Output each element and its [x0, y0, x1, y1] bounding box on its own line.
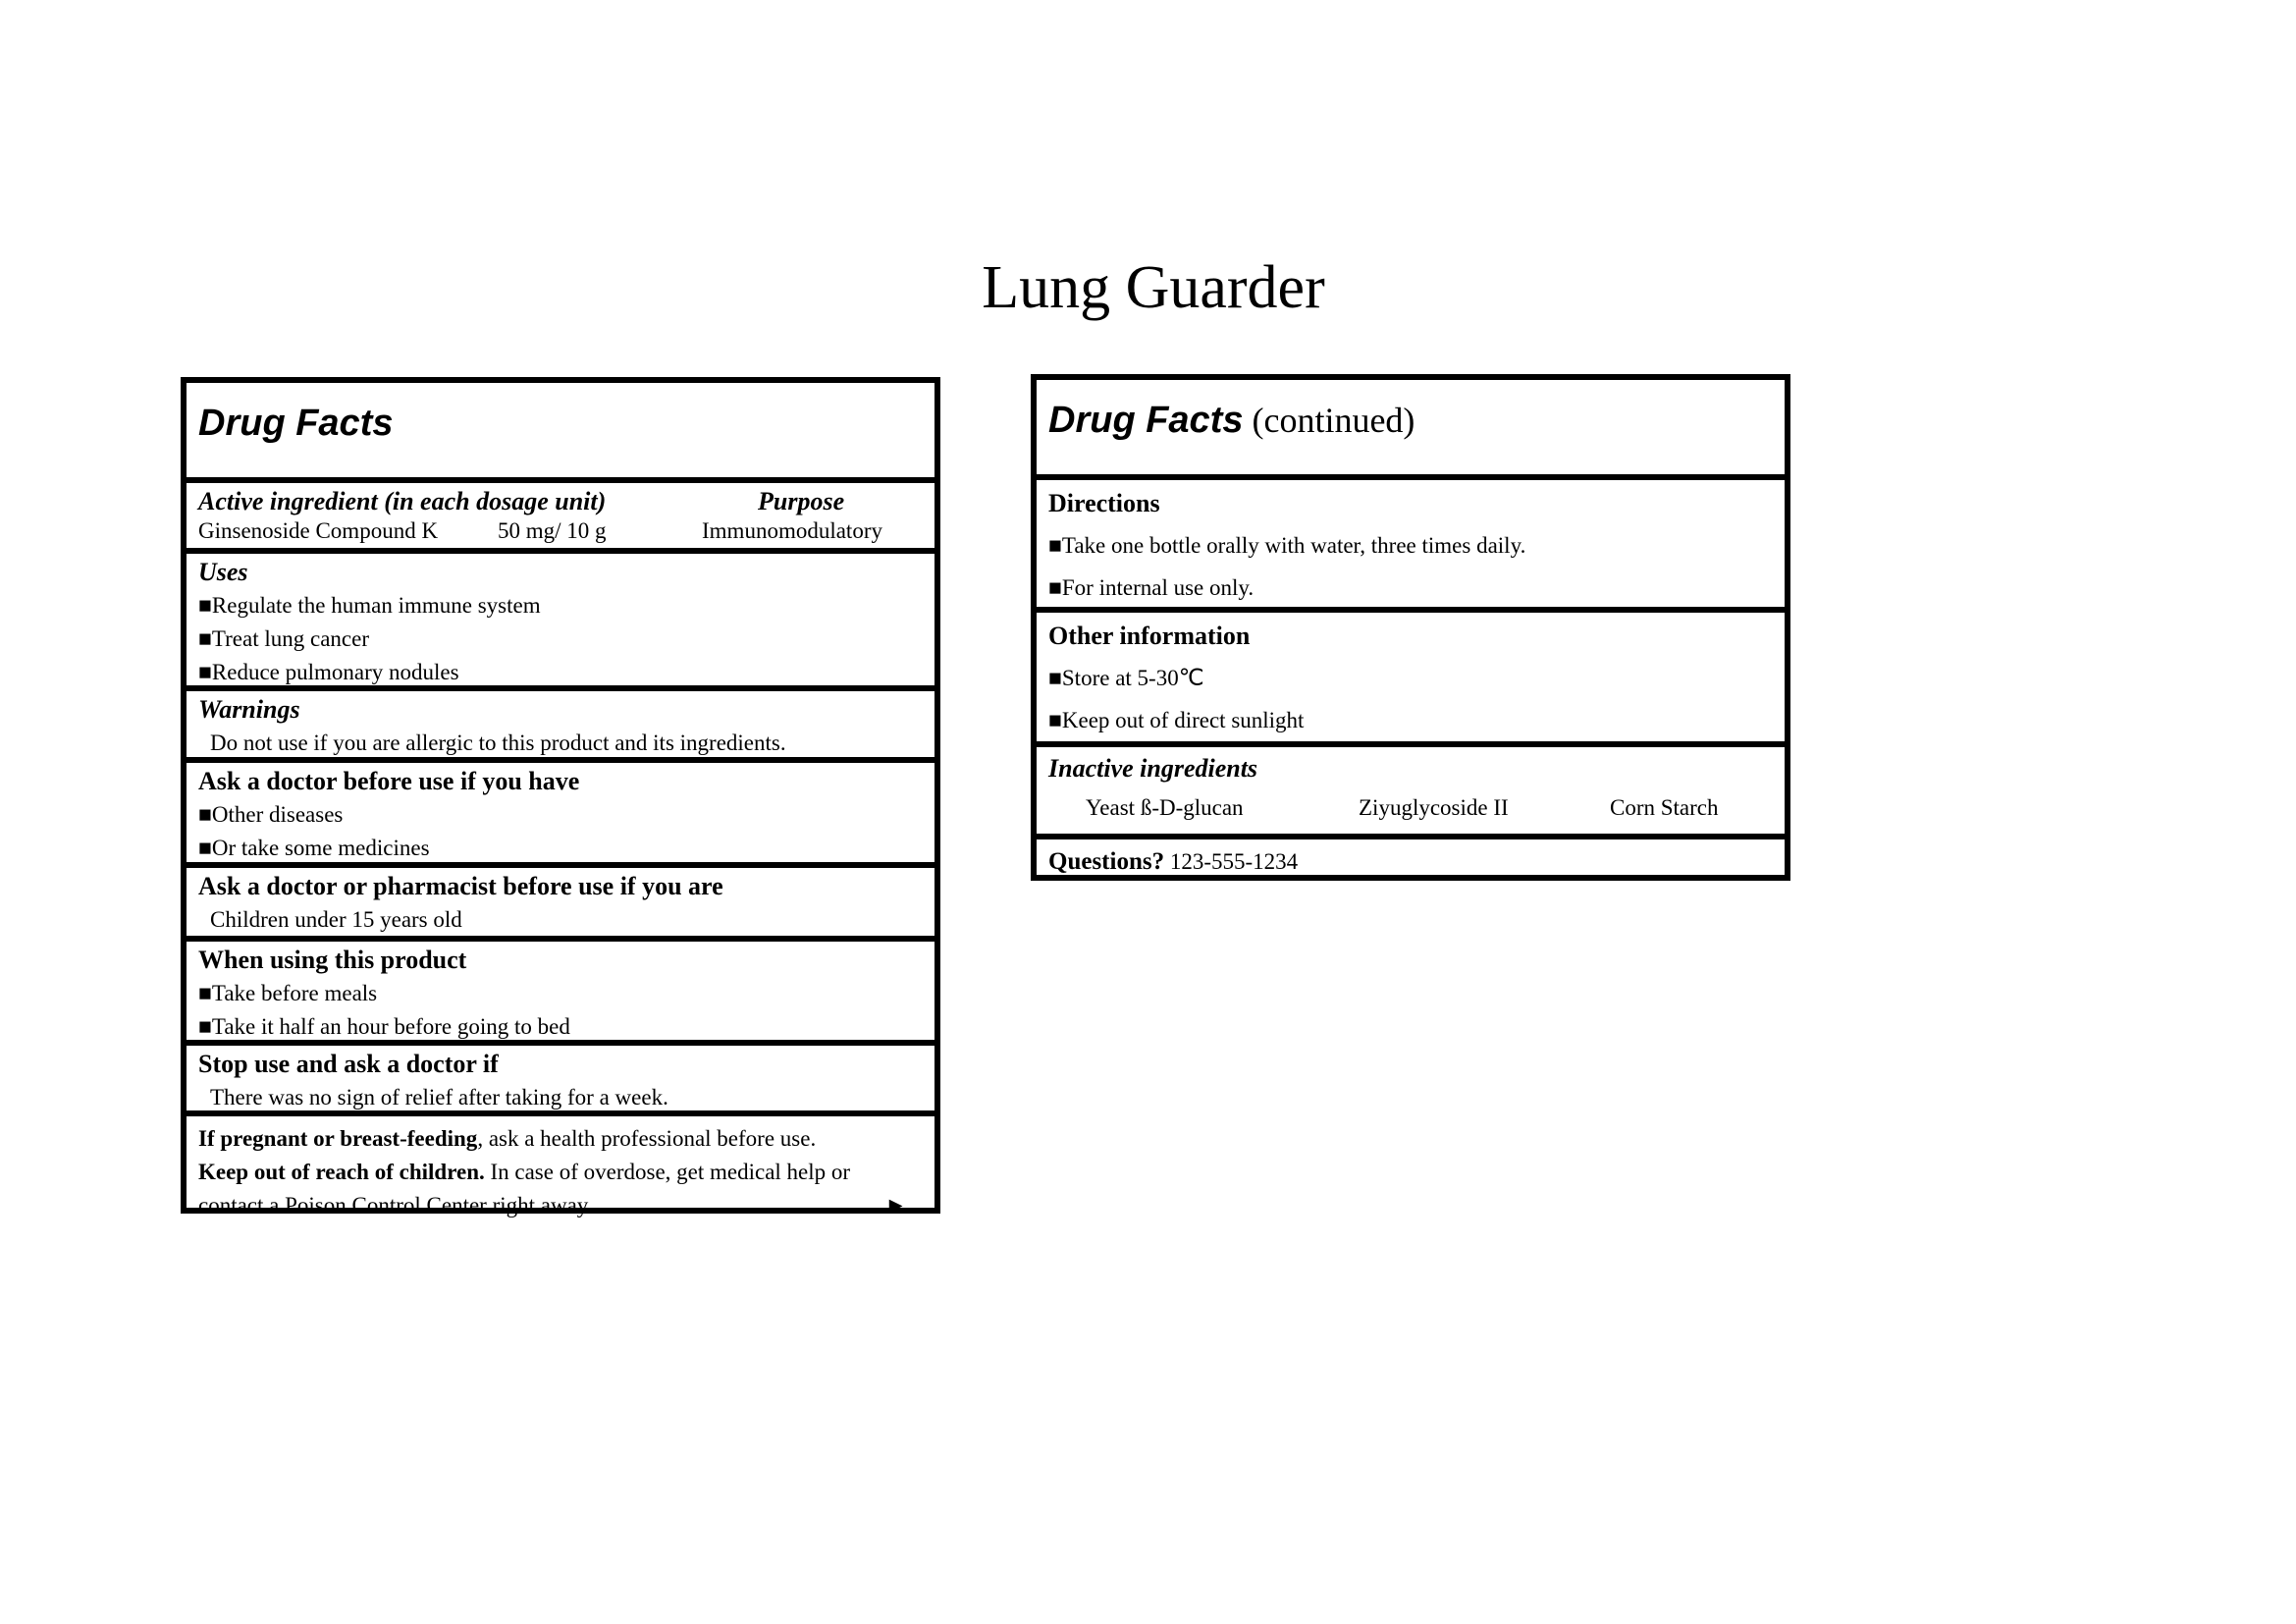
uses-heading: Uses: [198, 558, 248, 586]
list-item: ■Regulate the human immune system: [198, 593, 541, 618]
warnings-section: [187, 685, 934, 757]
ask-doctor-section: [187, 757, 934, 862]
other-information-section: [1037, 607, 1785, 741]
ingredient-purpose: Immunomodulatory: [702, 518, 882, 543]
ask-pharmacist-text: Children under 15 years old: [210, 907, 462, 932]
list-item: ■Or take some medicines: [198, 836, 430, 860]
continued-label: (continued): [1243, 401, 1415, 440]
list-item: ■Take before meals: [198, 981, 378, 1005]
active-ingredient-section: [187, 477, 934, 548]
list-item: ■Keep out of direct sunlight: [1048, 708, 1305, 732]
list-item: ■Take one bottle orally with water, three times daily.: [1048, 533, 1526, 558]
inactive-ingredient: Corn Starch: [1610, 795, 1719, 820]
warnings-heading: Warnings: [198, 695, 300, 724]
keep-out-text: In case of overdose, get medical help or: [484, 1160, 851, 1184]
inactive-ingredients-heading: Inactive ingredients: [1048, 754, 1258, 783]
questions-phone: 123-555-1234: [1164, 849, 1299, 874]
list-item: ■Store at 5-30℃: [1048, 666, 1204, 690]
purpose-heading: Purpose: [758, 487, 845, 515]
drug-facts-panel: [181, 377, 940, 1218]
drug-facts-continued-panel: [1031, 374, 1790, 881]
when-using-heading: When using this product: [198, 946, 467, 974]
inactive-ingredients-section: [1037, 741, 1785, 834]
questions-label: Questions?: [1048, 848, 1165, 875]
continue-arrow-icon: ►: [884, 1193, 907, 1218]
keep-out-label: Keep out of reach of children.: [198, 1160, 485, 1184]
ask-doctor-heading: Ask a doctor before use if you have: [198, 767, 580, 795]
inactive-ingredient: Ziyuglycoside II: [1359, 795, 1509, 820]
directions-section: [1037, 474, 1785, 607]
ask-pharmacist-heading: Ask a doctor or pharmacist before use if you are: [198, 872, 723, 900]
list-item: ■Other diseases: [198, 802, 344, 827]
warnings-text: Do not use if you are allergic to this product and its ingredients.: [210, 731, 786, 755]
other-information-heading: Other information: [1048, 622, 1251, 650]
directions-heading: Directions: [1048, 489, 1160, 517]
ingredient-name: Ginsenoside Compound K: [198, 518, 439, 543]
list-item: ■Take it half an hour before going to bed: [198, 1014, 570, 1039]
when-using-section: [187, 936, 934, 1040]
drug-facts-heading: Drug Facts: [1048, 400, 1244, 441]
list-item: ■For internal use only.: [1048, 575, 1255, 600]
ask-pharmacist-section: [187, 862, 934, 936]
pregnant-text: , ask a health professional before use.: [477, 1126, 817, 1151]
list-item: ■Reduce pulmonary nodules: [198, 660, 459, 684]
stop-use-heading: Stop use and ask a doctor if: [198, 1050, 499, 1078]
inactive-ingredient: Yeast ß-D-glucan: [1086, 795, 1244, 820]
pregnant-label: If pregnant or breast-feeding: [198, 1126, 478, 1151]
ingredient-amount: 50 mg/ 10 g: [498, 518, 607, 543]
poison-control-text: contact a Poison Control Center right away.: [198, 1193, 593, 1218]
questions-section: [1037, 834, 1785, 881]
pregnancy-section: [187, 1110, 934, 1218]
list-item: ■Treat lung cancer: [198, 626, 369, 651]
drug-facts-heading: Drug Facts: [198, 403, 394, 444]
active-ingredient-heading: Active ingredient (in each dosage unit): [198, 487, 607, 515]
stop-use-section: [187, 1040, 934, 1110]
drug-facts-header: [187, 383, 934, 477]
stop-use-text: There was no sign of relief after taking for a week.: [210, 1085, 668, 1110]
uses-section: [187, 548, 934, 685]
product-title: Lung Guarder: [982, 254, 1325, 321]
drug-facts-continued-header: [1037, 380, 1785, 474]
